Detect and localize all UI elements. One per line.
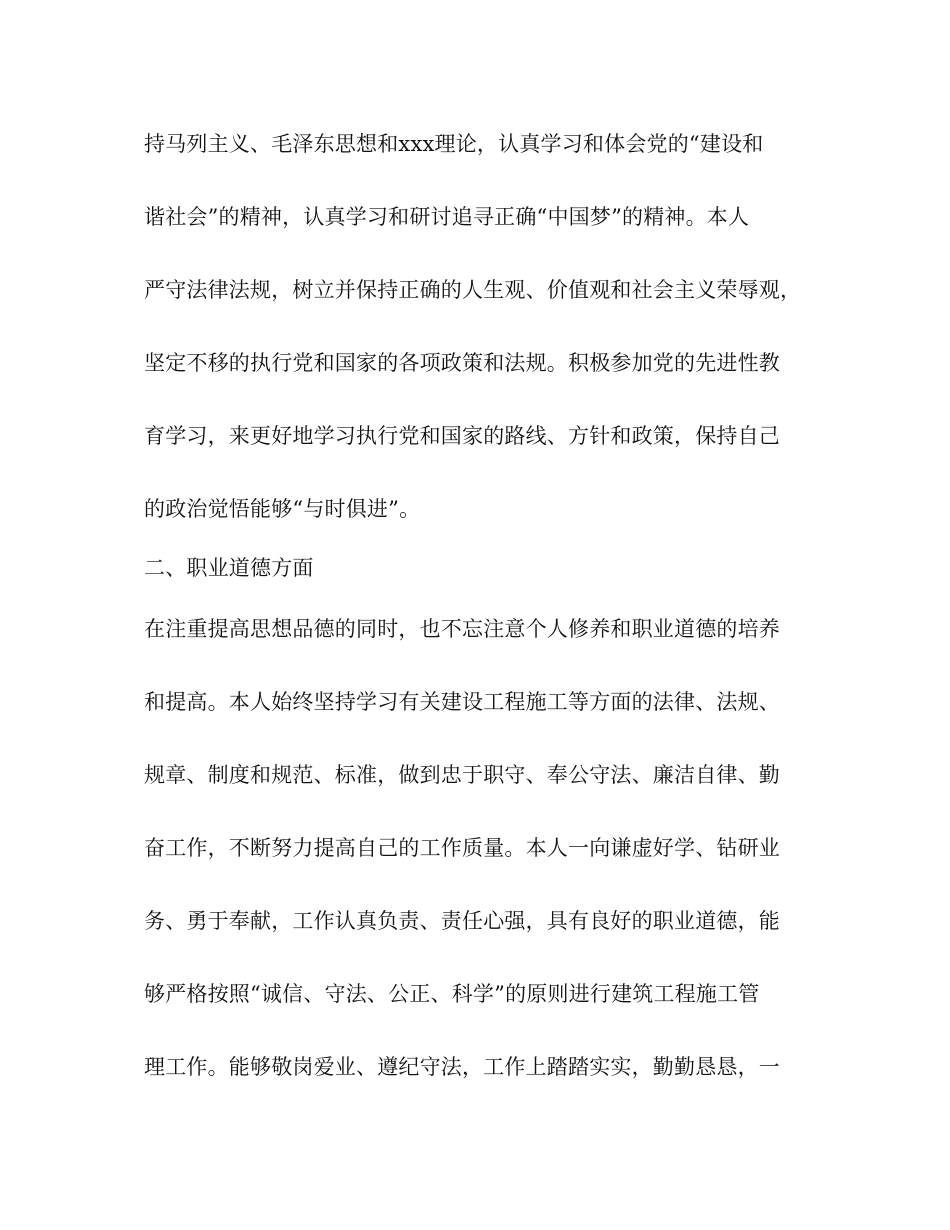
text-line: 理工作。能够敬岗爱业、遵纪守法，工作上踏踏实实，勤勤恳恳，一 [144,1055,780,1079]
text-line: 奋工作，不断努力提高自己的工作质量。本人一向谦虚好学、钻研业 [144,836,780,860]
text-line: 谐社会”的精神，认真学习和研讨追寻正确“中国梦”的精神。本人 [144,205,750,229]
text-line: 在注重提高思想品德的同时，也不忘注意个人修养和职业道德的培养 [144,617,780,641]
text-line: 坚定不移的执行党和国家的各项政策和法规。积极参加党的先进性教 [144,351,780,375]
text-line: 严守法律法规，树立并保持正确的人生观、价值观和社会主义荣辱观， [144,278,802,302]
text-line: 育学习，来更好地学习执行党和国家的路线、方针和政策，保持自己 [144,424,780,448]
text-line: 够严格按照“诚信、守法、公正、科学”的原则进行建筑工程施工管 [144,982,760,1006]
text-line: 持马列主义、毛泽东思想和xxx理论，认真学习和体会党的“建设和 [144,132,764,156]
text-line: 和提高。本人始终坚持学习有关建设工程施工等方面的法律、法规、 [144,690,780,714]
text-line: 的政治觉悟能够“与时俱进”。 [144,497,421,521]
text-line: 务、勇于奉献，工作认真负责、责任心强，具有良好的职业道德，能 [144,909,780,933]
text-line: 规章、制度和规范、标准，做到忠于职守、奉公守法、廉洁自律、勤 [144,763,780,787]
section-heading: 二、职业道德方面 [144,556,314,580]
